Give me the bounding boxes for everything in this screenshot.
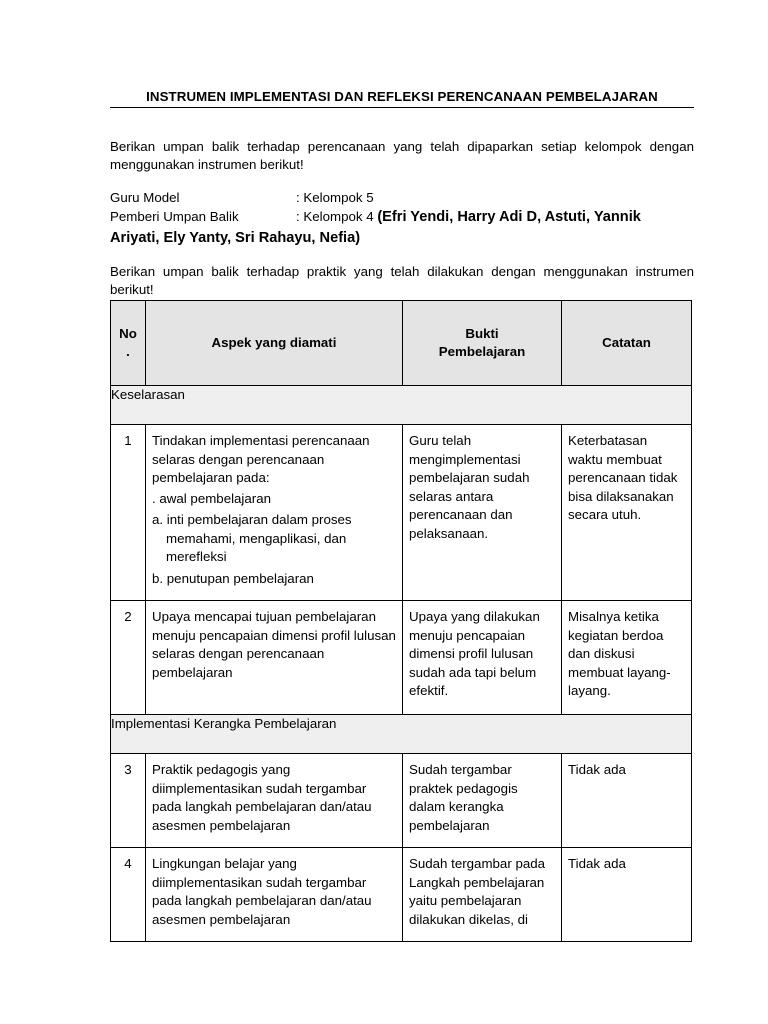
section-label-keselarasan: Keselarasan bbox=[111, 386, 692, 425]
aspek-cell: Lingkungan belajar yang diimplementasikan sudah tergambar pada langkah pembelajaran dan/atau asesmen pembelajaran bbox=[146, 848, 403, 942]
header-catatan: Catatan bbox=[562, 301, 692, 386]
row-number: 4 bbox=[111, 848, 146, 942]
table-row bbox=[111, 754, 692, 848]
aspek-cell bbox=[146, 425, 403, 601]
section-row-keselarasan bbox=[111, 386, 692, 425]
subitem-awal: . awal pembelajaran bbox=[152, 490, 272, 506]
aspek-text: Tindakan implementasi perencanaan selaras dengan perencanaan pembelajaran pada: bbox=[152, 433, 370, 485]
pemberi-umpan-balik-value bbox=[296, 208, 641, 226]
title-underline bbox=[110, 107, 694, 108]
section-label-implementasi: Implementasi Kerangka Pembelajaran bbox=[111, 715, 692, 754]
aspek-subitems bbox=[152, 490, 396, 589]
pemberi-group: : Kelompok 4 bbox=[296, 209, 378, 224]
section-row-implementasi bbox=[111, 715, 692, 754]
guru-model-label: Guru Model bbox=[110, 190, 180, 205]
members-line-2: Ariyati, Ely Yanty, Sri Rahayu, Nefia) bbox=[110, 230, 361, 246]
instrument-table bbox=[110, 300, 692, 942]
table-header-row bbox=[111, 301, 692, 386]
header-bukti: Bukti Pembelajaran bbox=[403, 301, 562, 386]
subitem-inti: a. inti pembelajaran dalam proses memahami, mengaplikasi, dan merefleksi bbox=[152, 512, 352, 564]
row-number: 3 bbox=[111, 754, 146, 848]
members-line-1: (Efri Yendi, Harry Adi D, Astuti, Yannik bbox=[377, 209, 641, 225]
aspek-cell: Upaya mencapai tujuan pembelajaran menuju pencapaian dimensi profil lulusan selaras dengan perencanaan pembelajaran bbox=[146, 601, 403, 715]
intro-paragraph: Berikan umpan balik terhadap perencanaan yang telah dipaparkan setiap kelompok dengan menggunakan instrumen berikut! bbox=[110, 139, 694, 172]
guru-model-value: : Kelompok 5 bbox=[296, 190, 374, 205]
bukti-cell: Guru telah mengimplementasi pembelajaran sudah selaras antara perencanaan dan pelaksanaan. bbox=[403, 425, 562, 601]
bukti-cell: Upaya yang dilakukan menuju pencapaian dimensi profil lulusan sudah ada tapi belum efektif. bbox=[403, 601, 562, 715]
practice-paragraph: Berikan umpan balik terhadap praktik yang telah dilakukan dengan menggunakan instrumen berikut! bbox=[110, 264, 694, 297]
table-row bbox=[111, 425, 692, 601]
header-no: No . bbox=[111, 301, 146, 386]
row-number: 1 bbox=[111, 425, 146, 601]
table-row bbox=[111, 848, 692, 942]
aspek-cell: Praktik pedagogis yang diimplementasikan sudah tergambar pada langkah pembelajaran dan/atau asesmen pembelajaran bbox=[146, 754, 403, 848]
catatan-cell: Misalnya ketika kegiatan berdoa dan diskusi membuat layang-layang. bbox=[562, 601, 692, 715]
table-row bbox=[111, 601, 692, 715]
document-title: INSTRUMEN IMPLEMENTASI DAN REFLEKSI PERENCANAAN PEMBELAJARAN bbox=[146, 89, 658, 104]
pemberi-umpan-balik-label: Pemberi Umpan Balik bbox=[110, 209, 239, 224]
catatan-cell: Keterbatasan waktu membuat perencanaan tidak bisa dilaksanakan secara utuh. bbox=[562, 425, 692, 601]
header-aspek: Aspek yang diamati bbox=[146, 301, 403, 386]
catatan-cell: Tidak ada bbox=[562, 754, 692, 848]
bukti-cell: Sudah tergambar pada Langkah pembelajaran yaitu pembelajaran dilakukan dikelas, di bbox=[403, 848, 562, 942]
bukti-cell: Sudah tergambar praktek pedagogis dalam kerangka pembelajaran bbox=[403, 754, 562, 848]
subitem-penutupan: b. penutupan pembelajaran bbox=[152, 570, 314, 586]
row-number: 2 bbox=[111, 601, 146, 715]
catatan-cell: Tidak ada bbox=[562, 848, 692, 942]
